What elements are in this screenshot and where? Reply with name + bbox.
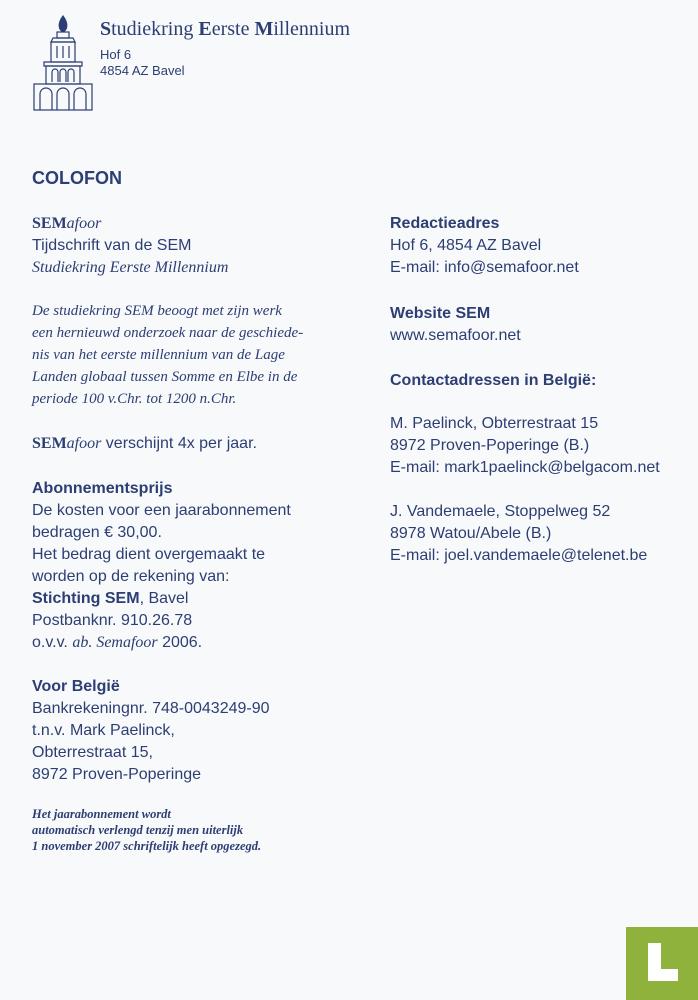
contact-email[interactable]: E-mail: mark1paelinck@belgacom.net — [390, 459, 660, 476]
renewal-note — [32, 806, 261, 854]
payment-reference: o.v.v. ab. Semafoor 2006. — [32, 634, 203, 651]
page-title: COLOFON — [32, 168, 122, 188]
organization-name: Studiekring Eerste Millennium — [100, 18, 351, 40]
contact-city: 8972 Proven-Poperinge (B.) — [390, 437, 590, 454]
description-line: periode 100 v.Chr. tot 1200 n.Chr. — [32, 391, 237, 407]
magazine-subtitle: Tijdschrift van de SEM — [32, 237, 192, 254]
tower-with-flame-icon — [32, 12, 94, 112]
belgium-line: 8972 Proven-Poperinge — [32, 766, 202, 783]
description-line: De studiekring SEM beoogt met zijn werk — [32, 303, 282, 319]
website-heading: Website SEM — [390, 305, 491, 322]
contact-email[interactable]: E-mail: joel.vandemaele@telenet.be — [390, 547, 648, 564]
contact-name-address: J. Vandemaele, Stoppelweg 52 — [390, 503, 611, 520]
editorial-email[interactable]: E-mail: info@semafoor.net — [390, 259, 579, 276]
note-line: automatisch verlengd tenzij men uiterlijk — [32, 823, 244, 837]
description-line: nis van het eerste millennium van de Lage — [32, 347, 285, 363]
header-address-line-2: 4854 AZ Bavel — [100, 63, 185, 78]
society-name: Studiekring Eerste Millennium — [32, 259, 229, 276]
contacts-heading: Contactadressen in België: — [390, 372, 597, 389]
header-address-line-1: Hof 6 — [100, 47, 132, 62]
editorial-address: Hof 6, 4854 AZ Bavel — [390, 237, 542, 254]
website-link[interactable]: www.semafoor.net — [390, 327, 521, 344]
editorial-heading: Redactieadres — [390, 215, 500, 232]
note-line: Het jaarabonnement wordt — [32, 807, 171, 821]
contact-name-address: M. Paelinck, Obterrestraat 15 — [390, 415, 599, 432]
subscription-line: Het bedrag dient overgemaakt te — [32, 546, 266, 563]
magazine-name: SEMafoor — [32, 215, 102, 232]
subscription-price: bedragen € 30,00. — [32, 524, 162, 541]
belgium-line: Obterrestraat 15, — [32, 744, 153, 761]
description-line: Landen globaal tussen Somme en Elbe in de — [32, 369, 298, 385]
subscription-heading: Abonnementsprijs — [32, 480, 173, 497]
belgium-heading: Voor België — [32, 678, 120, 695]
subscription-line: De kosten voor een jaarabonnement — [32, 502, 291, 519]
foundation-name: Stichting SEM, Bavel — [32, 590, 189, 607]
belgium-line: t.n.v. Mark Paelinck, — [32, 722, 175, 739]
lastdodo-l-icon — [626, 927, 698, 1000]
frequency-text: SEMafoor verschijnt 4x per jaar. — [32, 435, 257, 452]
postbank-number: Postbanknr. 910.26.78 — [32, 612, 193, 629]
description-line: een hernieuwd onderzoek naar de geschiede- — [32, 325, 304, 341]
belgium-line: Bankrekeningnr. 748-0043249-90 — [32, 700, 270, 717]
subscription-line: worden op de rekening van: — [32, 568, 230, 585]
note-line: 1 november 2007 schriftelijk heeft opgezegd. — [32, 839, 262, 853]
contact-city: 8978 Watou/Abele (B.) — [390, 525, 552, 542]
